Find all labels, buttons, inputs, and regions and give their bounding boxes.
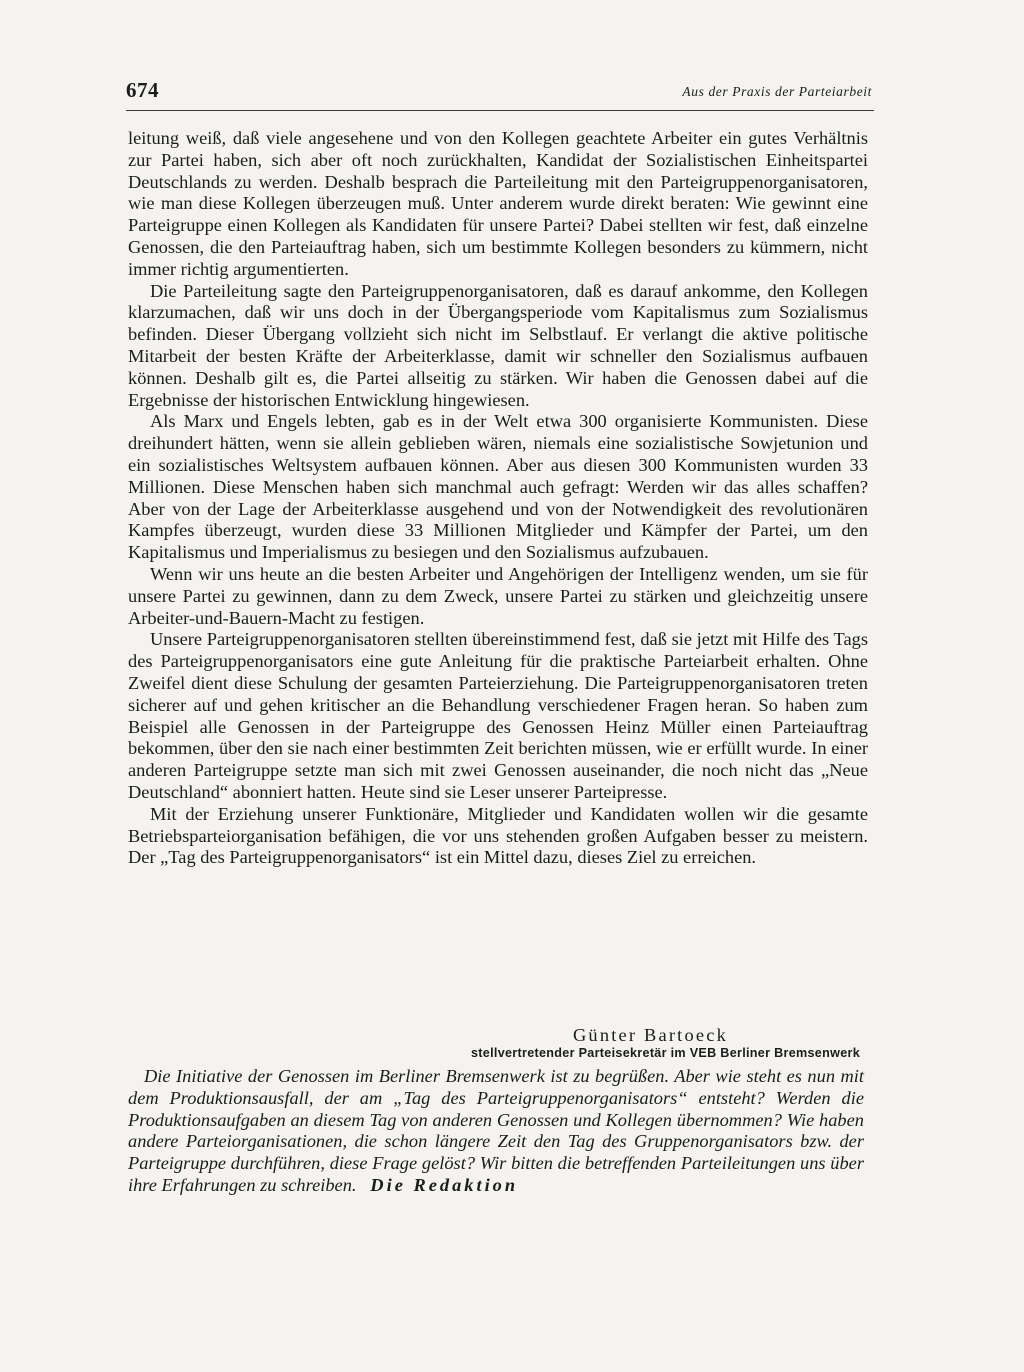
paragraph-3: Als Marx und Engels lebten, gab es in der Welt etwa 300 organisierte Kommunisten. Diese dreihundert hätten, wenn sie allein geblieben wären, niemals eine sozialistische Sowjetunion und ein sozialistisches Weltsystem aufbauen können. Aber aus diesen 300 Kommunisten wurden 33 Millionen. Diese Menschen haben sich manchmal auch gefragt: Werden wir das alles schaffen? Aber von der Lage der Arbeiterklasse ausgehend und von der Notwendigkeit des revolutionären Kampfes überzeugt, wurden diese 33 Millionen Mitglieder und Kämpfer der Partei, um den Kapitalismus und Imperialismus zu besiegen und den Sozialismus aufzubauen. bbox=[128, 411, 868, 563]
paragraph-5: Unsere Parteigruppenorganisatoren stellten übereinstimmend fest, daß sie jetzt mit Hilfe des Tags des Parteigruppenorganisators eine gute Anleitung für die praktische Parteiarbeit erhalten. Ohne Zweifel dient diese Schulung der gesamten Parteierziehung. Die Parteigruppenorganisatoren treten sicherer auf und gehen kritischer an die Behandlung verschiedener Fragen heran. So haben zum Beispiel alle Genossen in der Parteigruppe des Genossen Heinz Müller einen Parteiauftrag bekommen, über den sie nach einer bestimmten Zeit berichten müssen, wie er erfüllt wurde. In einer anderen Parteigruppe setzte man sich mit zwei Genossen auseinander, die noch nicht das „Neue Deutschland“ abonniert hatten. Heute sind sie Leser unserer Parteipresse. bbox=[128, 629, 868, 802]
author-name: Günter Bartoeck bbox=[572, 1025, 728, 1045]
editor-signature: Die Redaktion bbox=[370, 1174, 519, 1195]
editor-note-paragraph bbox=[128, 1066, 864, 1197]
page-header bbox=[126, 74, 874, 111]
page-number: 674 bbox=[126, 78, 159, 102]
paragraph-4: Wenn wir uns heute an die besten Arbeiter und Angehörigen der Intelligenz wenden, um sie für unsere Partei zu gewinnen, dann zu dem Zweck, unsere Partei zu stärken und gleichzeitig unsere Arbeiter-und-Bauern-Macht zu festigen. bbox=[128, 563, 868, 628]
author-title: stellvertretender Parteisekretär im VEB Berliner Bremsenwerk bbox=[471, 1046, 860, 1060]
paragraph-2: Die Parteileitung sagte den Parteigruppenorganisatoren, daß es darauf ankomme, den Kollegen klarzumachen, daß wir uns doch in der Übergangsperiode vom Kapitalismus zum Sozialismus befinden. Dieser Übergang vollzieht sich nicht im Selbstlauf. Er verlangt die aktive politische Mitarbeit der besten Kräfte der Arbeiterklasse, damit wir schneller den Sozialismus aufbauen können. Deshalb gilt es, die Partei allseitig zu stärken. Wir haben die Genossen dabei auf die Ergebnisse der historischen Entwicklung hingewiesen. bbox=[128, 280, 868, 410]
editor-note-text: Die Initiative der Genossen im Berliner Bremsenwerk ist zu begrüßen. Aber wie steht es nun mit dem Produktionsausfall, der am „Tag des Parteigruppenorganisators“ entsteht? Werden die Produktionsaufgaben an diesem Tag von anderen Genossen und Kollegen übernommen? Wie haben andere Parteiorganisationen, die schon längere Zeit den Tag des Gruppenorganisators bzw. der Parteigruppe durchführen, diese Frage gelöst? Wir bitten die betreffenden Parteileitungen uns über ihre Erfahrungen zu schreiben. bbox=[128, 1066, 864, 1195]
editor-note bbox=[128, 1066, 864, 1197]
paragraph-1: leitung weiß, daß viele angesehene und von den Kollegen geachtete Arbeiter ein gutes Verhältnis zur Partei haben, sich aber oft noch zurückhalten, Kandidat der Sozialistischen Einheitspartei Deutschlands zu werden. Deshalb besprach die Parteileitung mit den Parteigruppenorganisatoren, wie man diese Kollegen überzeugen muß. Unter anderem wurde direkt beraten: Wie gewinnt eine Parteigruppe einen Kollegen als Kandidaten für unsere Partei? Dabei stellten wir fest, daß einzelne Genossen, die den Parteiauftrag haben, sich um bestimmte Kollegen besonders zu kümmern, nicht immer richtig argumentierten. bbox=[128, 128, 868, 279]
running-head: Aus der Praxis der Parteiarbeit bbox=[682, 84, 872, 99]
article-body bbox=[128, 128, 868, 869]
paragraph-6: Mit der Erziehung unserer Funktionäre, Mitglieder und Kandidaten wollen wir die gesamte Betriebsparteiorganisation befähigen, die vor uns stehenden großen Aufgaben besser zu meistern. Der „Tag des Parteigruppenorganisators“ ist ein Mittel dazu, dieses Ziel zu erreichen. bbox=[128, 803, 868, 868]
